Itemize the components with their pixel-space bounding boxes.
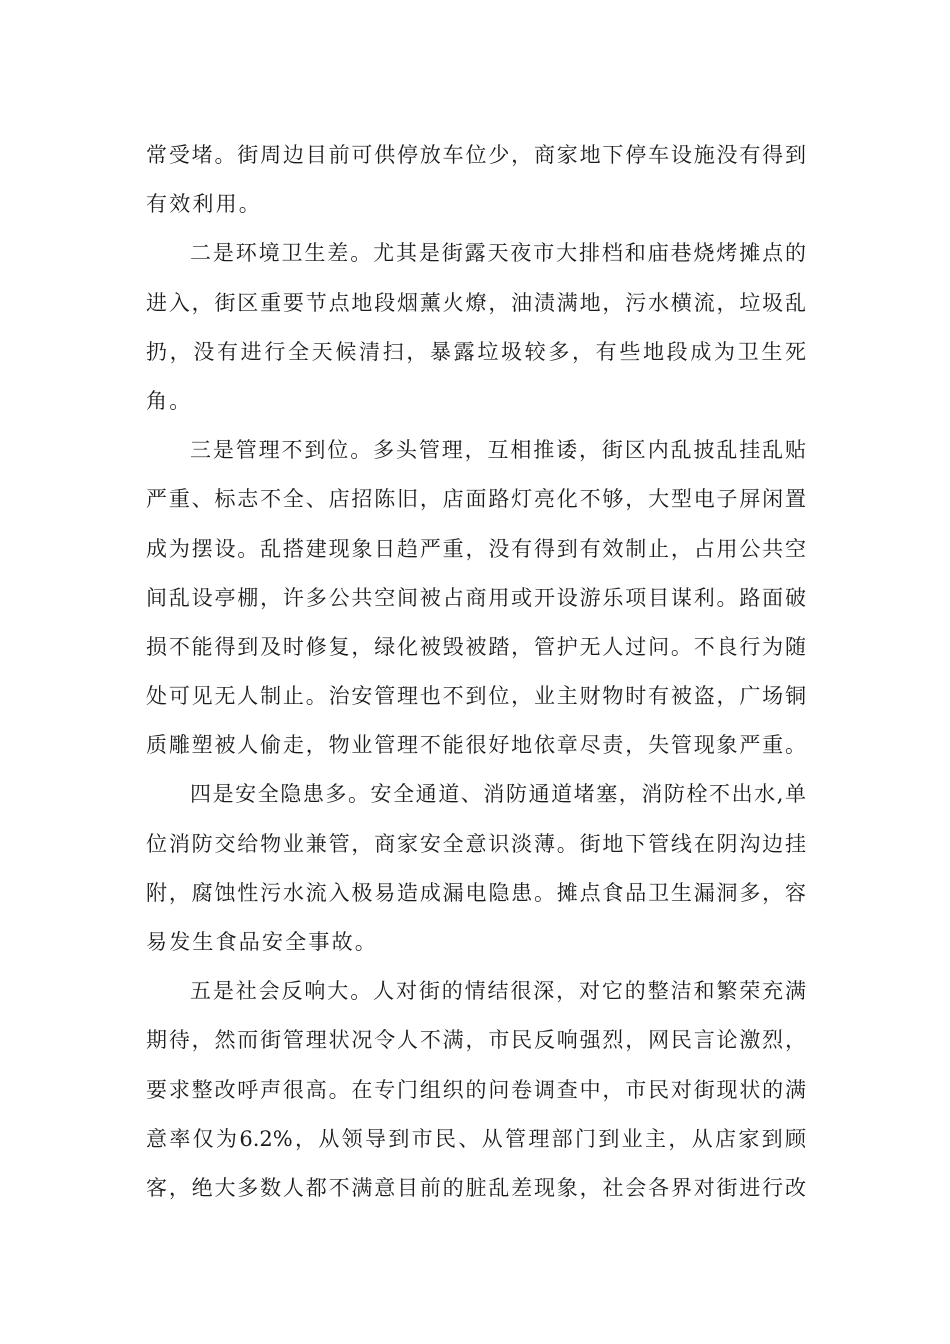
- text-line: 要求整改呼声很高。在专门组织的问卷调查中，市民对街现状的满: [146, 1077, 806, 1102]
- text-line: 二是环境卫生差。尤其是街露天夜市大排档和庙巷烧烤摊点的: [190, 241, 806, 266]
- text-line: 附，腐蚀性污水流入极易造成漏电隐患。摊点食品卫生漏洞多，容: [146, 880, 806, 905]
- paragraph-environment: [146, 229, 806, 426]
- text-line: 易发生食品安全事故。: [146, 930, 378, 954]
- paragraph-parking: [146, 131, 806, 229]
- text-line: 质雕塑被人偷走，物业管理不能很好地依章尽责，失管现象严重。: [146, 733, 806, 758]
- text-line: 三是管理不到位。多头管理，互相推诿，街区内乱披乱挂乱贴: [190, 438, 806, 463]
- text-line: 严重、标志不全、店招陈旧，店面路灯亮化不够，大型电子屏闲置: [146, 487, 806, 512]
- paragraph-management: [146, 426, 806, 770]
- text-line: 五是社会反响大。人对街的情结很深，对它的整洁和繁荣充满: [190, 979, 806, 1004]
- text-line: 常受堵。街周边目前可供停放车位少，商家地下停车设施没有得到: [146, 143, 806, 167]
- text-line: 期待，然而街管理状况令人不满，市民反响强烈，网民言论激烈，: [146, 1028, 806, 1053]
- text-line: 间乱设亭棚，许多公共空间被占商用或开设游乐项目谋利。路面破: [146, 585, 806, 610]
- text-line: 客，绝大多数人都不满意目前的脏乱差现象，社会各界对街进行改: [146, 1175, 806, 1200]
- paragraph-social-response: [146, 967, 806, 1213]
- text-line: 位消防交给物业兼管，商家安全意识淡薄。街地下管线在阴沟边挂: [146, 831, 806, 856]
- text-line: 成为摆设。乱搭建现象日趋严重，没有得到有效制止，占用公共空: [146, 536, 806, 561]
- text-line: 扔，没有进行全天候清扫，暴露垃圾较多，有些地段成为卫生死: [146, 339, 806, 364]
- text-line: 四是安全隐患多。安全通道、消防通道堵塞，消防栓不出水,单: [190, 782, 806, 807]
- paragraph-safety: [146, 770, 806, 967]
- text-line: 意率仅为6.2%，从领导到市民、从管理部门到业主，从店家到顾: [146, 1126, 806, 1151]
- text-line: 处可见无人制止。治安管理也不到位，业主财物时有被盗，广场铜: [146, 684, 806, 709]
- document-page: [146, 131, 806, 1213]
- text-line: 损不能得到及时修复，绿化被毁被踏，管护无人过问。不良行为随: [146, 634, 806, 659]
- text-line: 进入，街区重要节点地段烟薰火燎，油渍满地，污水横流，垃圾乱: [146, 290, 806, 315]
- text-line: 角。: [146, 388, 193, 413]
- text-line: 有效利用。: [146, 192, 262, 217]
